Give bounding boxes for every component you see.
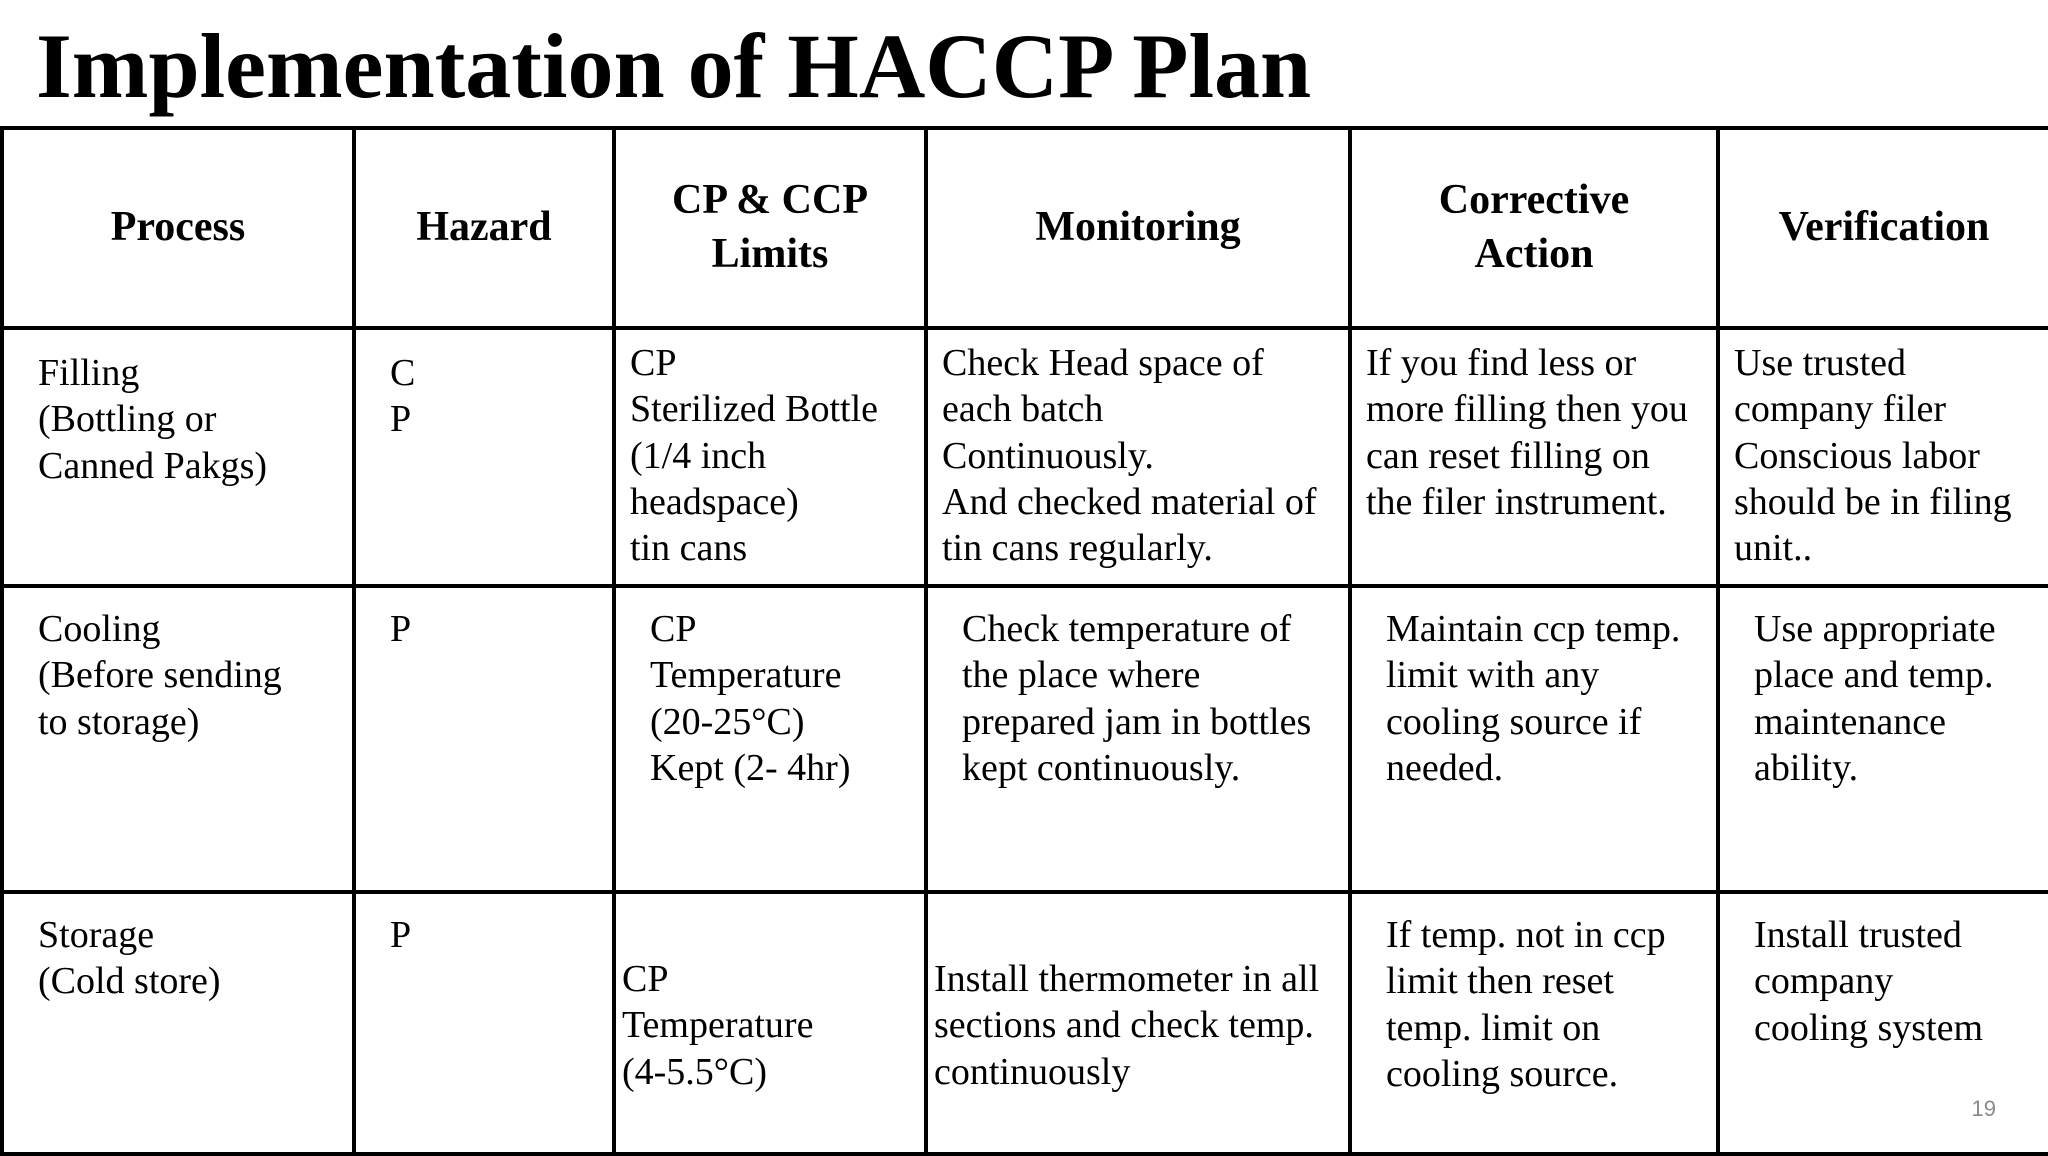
header-process [2, 128, 354, 328]
cell-limits [614, 328, 926, 586]
haccp-plan-table [0, 126, 2048, 1156]
cell-corrective-action [1350, 586, 1718, 892]
header-cp-ccp-limits [614, 128, 926, 328]
cell-line: sections and check temp. [934, 1004, 1314, 1047]
cell-line: (Bottling or [38, 398, 217, 441]
cell-line: Canned Pakgs) [38, 444, 268, 487]
cell-line: Maintain ccp temp. [1386, 608, 1681, 650]
cell-line: Continuously. [942, 434, 1154, 477]
cell-line: P [390, 914, 412, 956]
cell-hazard [354, 328, 614, 586]
cell-line: should be in filing [1734, 481, 2012, 524]
cell-line: CP [630, 342, 677, 384]
cell-line: Cooling [38, 608, 161, 650]
header-line: Monitoring [1035, 204, 1241, 251]
cell-limits [614, 892, 926, 1154]
cell-line: temp. limit on [1386, 1006, 1601, 1049]
cell-line: limit with any [1386, 654, 1600, 697]
table-row [2, 892, 2048, 1154]
cell-line: headspace) [630, 481, 799, 524]
slide-title: Implementation of HACCP Plan [36, 15, 1312, 117]
cell-line: Storage [38, 914, 155, 956]
cell-line: (4-5.5°C) [622, 1050, 768, 1093]
cell-line: (Cold store) [38, 960, 221, 1003]
cell-line: prepared jam in bottles [962, 700, 1312, 743]
page-number: 19 [1971, 1096, 1996, 1121]
cell-line: Install thermometer in all [934, 958, 1320, 1000]
cell-line: cooling system [1754, 1006, 1984, 1049]
header-line: Hazard [416, 204, 552, 251]
cell-line: Check Head space of [942, 342, 1264, 384]
cell-line: If temp. not in ccp [1386, 914, 1666, 956]
table-row [2, 328, 2048, 586]
cell-verification [1718, 328, 2048, 586]
cell-line: needed. [1386, 747, 1504, 790]
header-line: Process [110, 204, 246, 251]
cell-line: Install trusted [1754, 914, 1962, 956]
header-monitoring [926, 128, 1350, 328]
header-line: Action [1474, 231, 1594, 277]
cell-line: ability. [1754, 747, 1859, 790]
cell-line: can reset filling on [1366, 434, 1650, 477]
cell-corrective-action [1350, 328, 1718, 586]
cell-line: If you find less or [1366, 342, 1637, 384]
cell-process [2, 586, 354, 892]
cell-monitoring [926, 586, 1350, 892]
cell-line: C [390, 352, 416, 394]
cell-verification [1718, 892, 2048, 1154]
cell-line: (20-25°C) [650, 700, 805, 743]
cell-line: Filling [38, 352, 140, 394]
header-corrective-action [1350, 128, 1718, 328]
cell-monitoring [926, 892, 1350, 1154]
cell-line: Kept (2- 4hr) [650, 747, 851, 790]
table-header-row [2, 128, 2048, 328]
cell-line: Check temperature of [962, 608, 1292, 650]
cell-line: And checked material of [942, 481, 1317, 524]
cell-line: company filer [1734, 388, 1947, 431]
cell-line: Conscious labor [1734, 434, 1980, 477]
cell-limits [614, 586, 926, 892]
cell-line: (1/4 inch [630, 434, 767, 477]
cell-line: more filling then you [1366, 388, 1688, 431]
cell-line: cooling source. [1386, 1053, 1619, 1096]
cell-line: continuously [934, 1050, 1131, 1093]
cell-verification [1718, 586, 2048, 892]
cell-line: (Before sending [38, 654, 282, 697]
table-row [2, 586, 2048, 892]
header-line: Corrective [1438, 177, 1630, 224]
header-hazard [354, 128, 614, 328]
cell-line: each batch [942, 388, 1104, 431]
cell-line: the filer instrument. [1366, 481, 1667, 524]
cell-line: place and temp. [1754, 654, 1994, 697]
cell-line: limit then reset [1386, 960, 1614, 1003]
cell-corrective-action [1350, 892, 1718, 1154]
cell-line: Temperature [622, 1004, 814, 1047]
header-line: CP & CCP [672, 177, 868, 224]
cell-line: Temperature [650, 654, 842, 697]
cell-line: tin cans [630, 527, 748, 570]
cell-line: Use trusted [1734, 342, 1907, 384]
cell-line: P [390, 398, 412, 441]
cell-process [2, 328, 354, 586]
cell-line: kept continuously. [962, 747, 1241, 790]
cell-hazard [354, 586, 614, 892]
cell-line: maintenance [1754, 700, 1947, 743]
cell-line: tin cans regularly. [942, 527, 1213, 570]
cell-hazard [354, 892, 614, 1154]
header-line: Verification [1778, 204, 1990, 251]
cell-line: to storage) [38, 700, 200, 743]
cell-line: P [390, 608, 412, 650]
cell-line: CP [622, 958, 669, 1000]
header-verification [1718, 128, 2048, 328]
cell-line: company [1754, 960, 1894, 1003]
cell-line: the place where [962, 654, 1201, 697]
cell-line: CP [650, 608, 697, 650]
cell-line: Sterilized Bottle [630, 388, 879, 431]
header-line: Limits [711, 231, 829, 277]
cell-line: Use appropriate [1754, 608, 1996, 650]
cell-line: cooling source if [1386, 700, 1642, 743]
cell-process [2, 892, 354, 1154]
cell-line: unit.. [1734, 527, 1813, 570]
cell-monitoring [926, 328, 1350, 586]
